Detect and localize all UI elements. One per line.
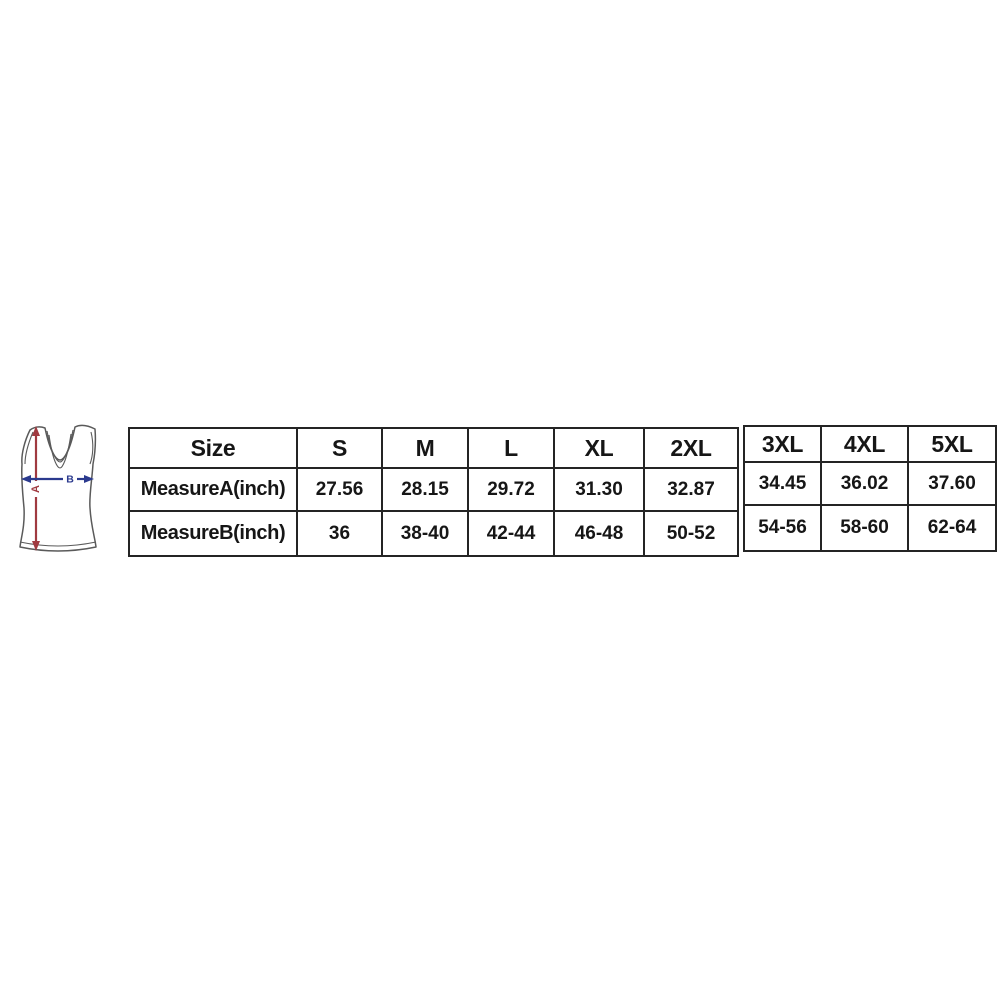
size-header-cell: Size [129,428,297,468]
col-header-5xl: 5XL [908,426,996,462]
size-chart-table-main [128,427,739,557]
measure-b-value-2xl: 50-52 [644,511,738,556]
col-header-2xl: 2XL [644,428,738,468]
measure-a-row [129,468,738,511]
measure-a-value-2xl: 32.87 [644,468,738,511]
measure-b-label: B [66,473,74,486]
col-header-xl: XL [554,428,644,468]
measure-b-row-extended [744,505,996,551]
measure-a-value-4xl: 36.02 [821,462,908,505]
col-header-l: L [468,428,554,468]
measure-a-value-l: 29.72 [468,468,554,511]
col-header-3xl: 3XL [744,426,821,462]
measure-b-value-m: 38-40 [382,511,468,556]
measure-b-value-4xl: 58-60 [821,505,908,551]
header-row [129,428,738,468]
measure-b-row-label: MeasureB(inch) [129,511,297,556]
measure-a-value-xl: 31.30 [554,468,644,511]
measure-a-value-3xl: 34.45 [744,462,821,505]
measure-a-value-m: 28.15 [382,468,468,511]
tank-top-diagram [12,414,118,562]
measure-a-row-label: MeasureA(inch) [129,468,297,511]
col-header-4xl: 4XL [821,426,908,462]
measure-b-row [129,511,738,556]
measure-a-value-s: 27.56 [297,468,382,511]
measure-a-label: A [30,485,42,493]
col-header-m: M [382,428,468,468]
size-chart-table-extended [743,425,997,552]
measure-b-value-l: 42-44 [468,511,554,556]
measure-b-value-3xl: 54-56 [744,505,821,551]
col-header-s: S [297,428,382,468]
measure-b-value-xl: 46-48 [554,511,644,556]
measure-a-row-extended [744,462,996,505]
measure-b-value-5xl: 62-64 [908,505,996,551]
measure-b-value-s: 36 [297,511,382,556]
header-row-extended [744,426,996,462]
measure-a-value-5xl: 37.60 [908,462,996,505]
